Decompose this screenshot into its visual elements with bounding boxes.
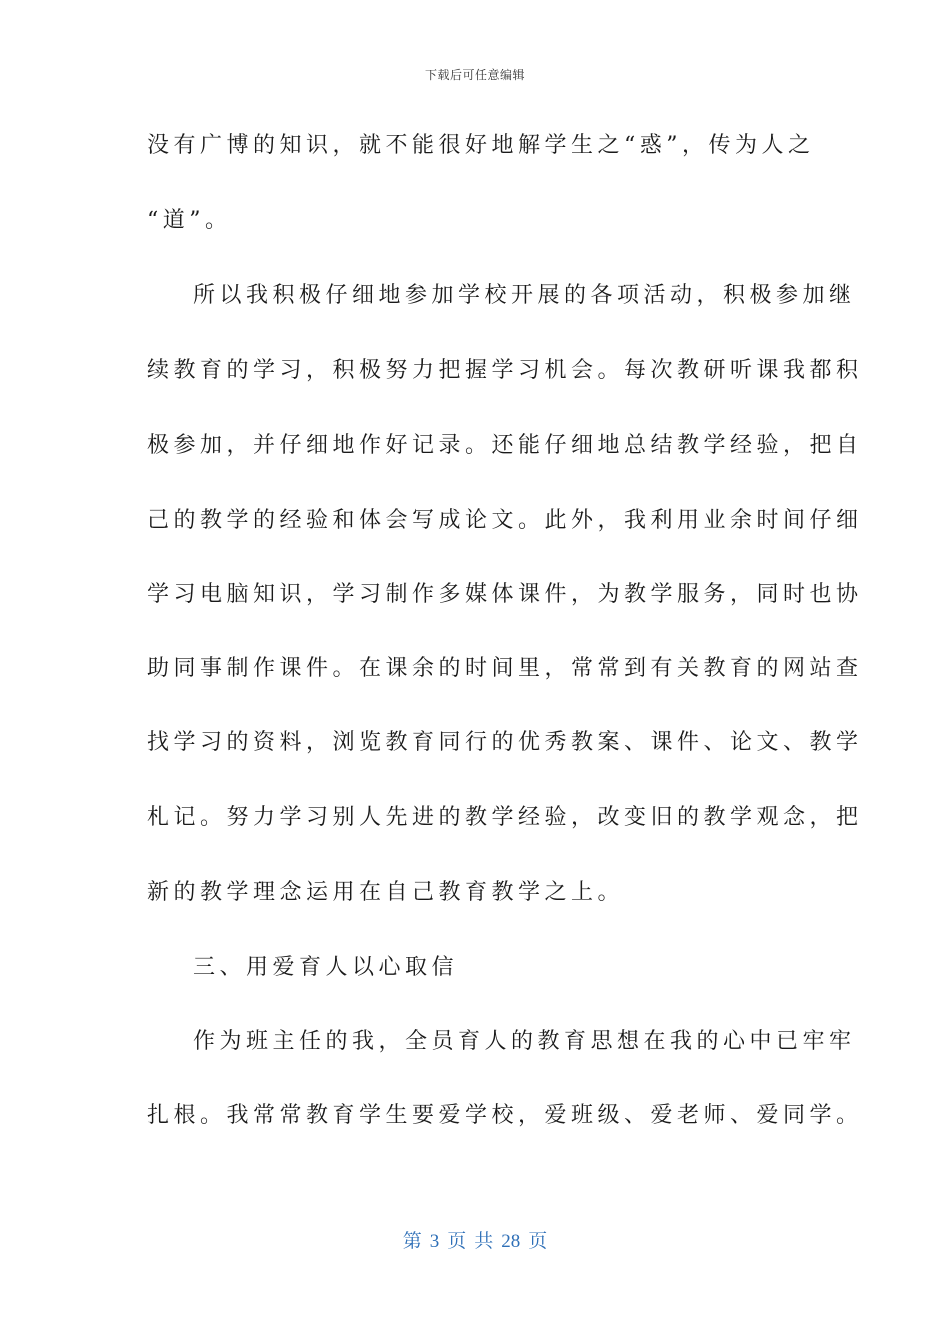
page-header: 下载后可任意编辑 bbox=[424, 68, 525, 82]
paragraph-line: “道”。 bbox=[147, 208, 232, 233]
paragraph-line: 续教育的学习，积极努力把握学习机会。每次教研听课我都积 bbox=[147, 358, 863, 383]
footer-total-pages: 28 bbox=[501, 1231, 521, 1252]
footer-prefix: 第 bbox=[402, 1231, 422, 1252]
footer-page-label: 页 bbox=[447, 1231, 467, 1252]
page-footer bbox=[0, 1226, 950, 1253]
section-heading: 三、用爱育人以心取信 bbox=[193, 955, 459, 980]
paragraph-line: 己的教学的经验和体会写成论文。此外，我利用业余时间仔细 bbox=[147, 508, 863, 533]
paragraph-line: 所以我积极仔细地参加学校开展的各项活动，积极参加继 bbox=[193, 283, 856, 308]
paragraph-line: 没有广博的知识，就不能很好地解学生之“惑”，传为人之 bbox=[147, 133, 815, 158]
paragraph-line: 新的教学理念运用在自己教育教学之上。 bbox=[147, 880, 625, 905]
paragraph-line: 学习电脑知识，学习制作多媒体课件，为教学服务，同时也协 bbox=[147, 582, 863, 607]
footer-page-number: 3 bbox=[429, 1231, 440, 1252]
footer-suffix: 页 bbox=[528, 1231, 548, 1252]
paragraph-line: 助同事制作课件。在课余的时间里，常常到有关教育的网站查 bbox=[147, 656, 863, 681]
footer-total-label: 共 bbox=[474, 1231, 494, 1252]
paragraph-line: 札记。努力学习别人先进的教学经验，改变旧的教学观念，把 bbox=[147, 805, 863, 830]
paragraph-line: 扎根。我常常教育学生要爱学校，爱班级、爱老师、爱同学。 bbox=[147, 1103, 863, 1128]
paragraph-line: 极参加，并仔细地作好记录。还能仔细地总结教学经验，把自 bbox=[147, 433, 863, 458]
paragraph-line: 找学习的资料，浏览教育同行的优秀教案、课件、论文、教学 bbox=[147, 730, 863, 755]
paragraph-line: 作为班主任的我，全员育人的教育思想在我的心中已牢牢 bbox=[193, 1029, 856, 1054]
